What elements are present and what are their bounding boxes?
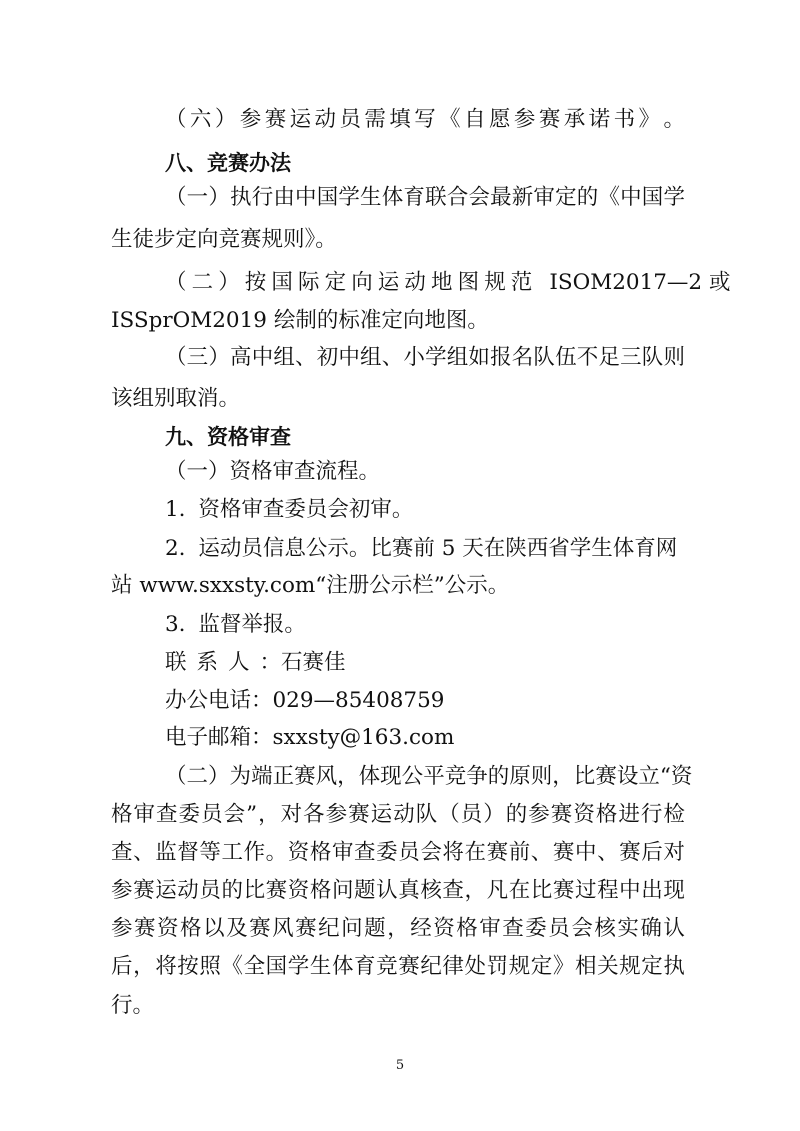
- glyph: 赛: [552, 840, 575, 865]
- glyph: 格: [180, 916, 202, 941]
- glyph: 员: [339, 107, 361, 132]
- glyph: 初: [316, 345, 339, 370]
- glyph: 组: [273, 345, 295, 370]
- glyph: 六: [189, 107, 212, 132]
- glyph: 以: [203, 916, 225, 941]
- glyph: 联: [425, 185, 447, 210]
- glyph: 小: [403, 345, 425, 370]
- glyph: 的: [505, 802, 528, 827]
- glyph: 监: [155, 840, 177, 865]
- line-11: 1. 资格审查委员会初审。: [165, 497, 414, 522]
- glyph: 组: [446, 345, 469, 370]
- glyph: 委: [525, 916, 547, 941]
- glyph: 体: [381, 185, 404, 210]
- glyph: 中: [620, 185, 642, 210]
- glyph: 题: [354, 878, 376, 903]
- glyph: ）: [214, 107, 237, 132]
- glyph: 生: [309, 954, 332, 979]
- glyph: 罚: [486, 954, 509, 979]
- glyph: ）: [208, 764, 230, 789]
- glyph: 竞: [444, 764, 467, 789]
- glyph: 参: [111, 916, 133, 941]
- glyph: 国: [641, 185, 664, 210]
- glyph: （: [165, 185, 187, 210]
- glyph: 工: [221, 840, 243, 865]
- glyph: 进: [618, 802, 640, 827]
- glyph: 审: [533, 185, 555, 210]
- email: 电子邮箱：sxxsty@163.com: [165, 725, 455, 750]
- glyph: 赛: [550, 802, 573, 827]
- glyph: 定: [530, 954, 553, 979]
- glyph: 中: [251, 345, 274, 370]
- glyph: 风: [272, 916, 294, 941]
- glyph: 书: [613, 107, 636, 132]
- glyph: 格: [309, 840, 332, 865]
- glyph: 三: [186, 345, 209, 370]
- line-20: [111, 838, 685, 868]
- glyph: 如: [468, 345, 490, 370]
- glyph: 由: [273, 185, 295, 210]
- glyph: 国: [265, 954, 288, 979]
- glyph: 员: [548, 916, 570, 941]
- glyph: 报: [490, 345, 512, 370]
- glyph: 纪: [420, 954, 442, 979]
- glyph: 审: [133, 802, 156, 827]
- glyph: 育: [403, 185, 425, 210]
- glyph: 查: [111, 840, 133, 865]
- glyph: 公: [401, 764, 424, 789]
- glyph: 过: [574, 878, 597, 903]
- glyph: 运: [370, 802, 393, 827]
- glyph: （: [438, 802, 460, 827]
- section-heading-9: 九、资格审查: [165, 425, 291, 449]
- glyph: 现: [663, 878, 685, 903]
- line-21: [111, 876, 685, 906]
- glyph: 赛: [295, 916, 317, 941]
- glyph: 设: [616, 764, 639, 789]
- glyph: 赛: [134, 916, 156, 941]
- glyph: 参: [239, 107, 262, 132]
- glyph: 参: [513, 107, 536, 132]
- glyph: 后: [641, 840, 663, 865]
- glyph: 高: [230, 345, 252, 370]
- glyph: 、: [597, 840, 619, 865]
- glyph: 凡: [486, 878, 509, 903]
- glyph: 动: [314, 107, 337, 132]
- glyph: ）: [483, 802, 505, 827]
- glyph: 队: [641, 345, 664, 370]
- glyph: 认: [663, 916, 685, 941]
- glyph: 》: [552, 954, 575, 979]
- glyph: 定: [641, 954, 663, 979]
- glyph: 承: [563, 107, 586, 132]
- glyph: 核: [594, 916, 616, 941]
- glyph: 平: [423, 764, 445, 789]
- glyph: 员: [398, 840, 420, 865]
- glyph: 为: [229, 764, 252, 789]
- glyph: 育: [354, 954, 376, 979]
- glyph: 、: [381, 345, 404, 370]
- glyph: 正: [272, 764, 295, 789]
- glyph: 合: [446, 185, 469, 210]
- glyph: 的: [576, 185, 599, 210]
- glyph: 格: [111, 802, 133, 827]
- glyph: 端: [251, 764, 273, 789]
- office-phone: 办公电话：029—85408759: [165, 688, 445, 713]
- glyph: 比: [243, 878, 266, 903]
- glyph: ，: [337, 764, 359, 789]
- glyph: 查: [156, 802, 178, 827]
- glyph: 赛: [552, 878, 575, 903]
- glyph: 资: [670, 764, 693, 789]
- glyph: 《: [221, 954, 243, 979]
- glyph: 将: [442, 840, 464, 865]
- glyph: 行: [640, 802, 663, 827]
- glyph: 争: [466, 764, 488, 789]
- glyph: 生: [360, 185, 382, 210]
- glyph: 。: [265, 840, 288, 865]
- glyph: ，: [387, 916, 409, 941]
- glyph: 定: [555, 185, 577, 210]
- glyph: 律: [442, 954, 464, 979]
- glyph: 《: [439, 107, 461, 132]
- glyph: 关: [597, 954, 619, 979]
- glyph: 学: [287, 954, 310, 979]
- glyph: 学: [425, 345, 447, 370]
- glyph: 学: [338, 185, 360, 210]
- glyph: 处: [464, 954, 487, 979]
- glyph: 队: [533, 345, 555, 370]
- glyph: 诺: [588, 107, 611, 132]
- glyph: （: [165, 107, 187, 132]
- glyph: 自: [464, 107, 486, 132]
- glyph: 赛: [249, 916, 271, 941]
- glyph: 的: [221, 878, 243, 903]
- glyph: 按: [177, 954, 199, 979]
- glyph: 格: [595, 802, 618, 827]
- line-19: [111, 800, 685, 830]
- glyph: 》: [638, 107, 661, 132]
- glyph: 资: [157, 916, 179, 941]
- glyph: 格: [309, 878, 332, 903]
- glyph: 问: [331, 878, 354, 903]
- glyph: 资: [287, 878, 310, 903]
- line-3: [165, 183, 685, 213]
- glyph: 赛: [265, 878, 288, 903]
- line-6: ISSprOM2019 绘制的标准定向地图。: [111, 308, 489, 333]
- glyph: ，: [464, 878, 487, 903]
- glyph: 运: [155, 878, 177, 903]
- glyph: 经: [410, 916, 432, 941]
- glyph: 参: [528, 802, 550, 827]
- glyph: 三: [620, 345, 642, 370]
- line-7: [165, 343, 685, 373]
- glyph: 对: [663, 840, 685, 865]
- glyph: 及: [226, 916, 248, 941]
- glyph: 风: [315, 764, 338, 789]
- glyph: 赛: [264, 107, 287, 132]
- glyph: 资: [573, 802, 595, 827]
- glyph: 对: [280, 802, 303, 827]
- line-1: [165, 105, 685, 135]
- glyph: 中: [295, 185, 317, 210]
- line-24: 行。: [111, 993, 155, 1018]
- line-14: 3. 监督举报。: [165, 612, 306, 637]
- glyph: 赛: [486, 840, 509, 865]
- glyph: 核: [420, 878, 442, 903]
- glyph: 题: [364, 916, 386, 941]
- glyph: ，: [133, 954, 155, 979]
- glyph: 委: [376, 840, 398, 865]
- glyph: 员: [460, 802, 483, 827]
- glyph: 查: [442, 878, 464, 903]
- line-18: [165, 762, 693, 792]
- glyph: ，: [258, 802, 280, 827]
- glyph: 会: [223, 802, 246, 827]
- glyph: 、: [295, 345, 317, 370]
- glyph: 查: [502, 916, 524, 941]
- glyph: 会: [571, 916, 593, 941]
- glyph: 需: [364, 107, 386, 132]
- glyph: 查: [354, 840, 376, 865]
- glyph: 动: [393, 802, 415, 827]
- glyph: 真: [398, 878, 420, 903]
- glyph: 赛: [348, 802, 370, 827]
- glyph: 动: [177, 878, 199, 903]
- glyph: 一: [186, 185, 209, 210]
- glyph: 会: [468, 185, 490, 210]
- glyph: 伍: [555, 345, 577, 370]
- glyph: 写: [414, 107, 436, 132]
- glyph: 将: [155, 954, 177, 979]
- glyph: 行: [251, 185, 274, 210]
- line-10: （一）资格审查流程。: [165, 459, 381, 484]
- glyph: 。: [663, 107, 685, 132]
- glyph: 比: [530, 878, 553, 903]
- section-heading-8: 八、竞赛办法: [165, 151, 291, 175]
- glyph: 督: [177, 840, 199, 865]
- glyph: 委: [178, 802, 201, 827]
- glyph: 竞: [376, 954, 398, 979]
- glyph: 不: [576, 345, 599, 370]
- line-23: [111, 952, 685, 982]
- glyph: 资: [287, 840, 310, 865]
- glyph: 相: [574, 954, 597, 979]
- glyph: 现: [380, 764, 402, 789]
- glyph: 足: [598, 345, 620, 370]
- glyph: 出: [641, 878, 663, 903]
- glyph: 体: [358, 764, 381, 789]
- glyph: 确: [640, 916, 662, 941]
- glyph: 赛: [538, 107, 561, 132]
- glyph: 检: [663, 802, 685, 827]
- glyph: 作: [243, 840, 266, 865]
- contact-person: 联系人：石赛佳: [165, 650, 346, 675]
- line-8: 该组别取消。: [111, 386, 241, 411]
- glyph: 则: [663, 345, 685, 370]
- glyph: 组: [360, 345, 382, 370]
- glyph: 、: [530, 840, 553, 865]
- glyph: 参: [111, 878, 133, 903]
- glyph: 规: [508, 954, 531, 979]
- glyph: 赛: [294, 764, 316, 789]
- glyph: 资: [433, 916, 455, 941]
- line-13: 站 www.sxxsty.com“注册公示栏”公示。: [111, 573, 510, 598]
- glyph: 实: [617, 916, 639, 941]
- glyph: 队: [415, 802, 438, 827]
- glyph: 填: [389, 107, 411, 132]
- glyph: 执: [663, 954, 685, 979]
- glyph: 后: [111, 954, 133, 979]
- glyph: ”: [246, 802, 258, 827]
- glyph: “: [659, 764, 671, 789]
- glyph: 名: [511, 345, 534, 370]
- page-number: 5: [395, 1058, 405, 1073]
- glyph: 中: [619, 878, 641, 903]
- glyph: 中: [338, 345, 360, 370]
- glyph: ）: [208, 345, 230, 370]
- glyph: ，: [552, 764, 574, 789]
- glyph: 《: [598, 185, 620, 210]
- glyph: ）: [208, 185, 230, 210]
- glyph: 纪: [318, 916, 340, 941]
- glyph: 认: [376, 878, 398, 903]
- glyph: 运: [289, 107, 312, 132]
- glyph: 在: [464, 840, 487, 865]
- glyph: 中: [574, 840, 597, 865]
- glyph: 则: [530, 764, 553, 789]
- glyph: 最: [490, 185, 512, 210]
- glyph: 各: [303, 802, 325, 827]
- glyph: 赛: [595, 764, 617, 789]
- glyph: 、: [133, 840, 155, 865]
- glyph: 等: [199, 840, 221, 865]
- glyph: 原: [509, 764, 531, 789]
- glyph: 立: [638, 764, 660, 789]
- glyph: 学: [663, 185, 685, 210]
- glyph: 执: [230, 185, 252, 210]
- glyph: 规: [619, 954, 641, 979]
- glyph: 国: [316, 185, 339, 210]
- glyph: 审: [479, 916, 501, 941]
- line-5: （二）按国际定向运动地图规范 ISOM2017—2 或: [165, 270, 731, 295]
- glyph: 体: [331, 954, 354, 979]
- glyph: 愿: [488, 107, 511, 132]
- glyph: 会: [420, 840, 442, 865]
- glyph: 全: [243, 954, 266, 979]
- glyph: 程: [597, 878, 619, 903]
- glyph: 参: [325, 802, 348, 827]
- glyph: 在: [508, 878, 531, 903]
- glyph: 前: [508, 840, 531, 865]
- glyph: 赛: [133, 878, 155, 903]
- glyph: 二: [186, 764, 209, 789]
- glyph: 格: [456, 916, 478, 941]
- glyph: 照: [199, 954, 221, 979]
- glyph: 赛: [398, 954, 420, 979]
- glyph: （: [165, 345, 187, 370]
- glyph: 审: [331, 840, 354, 865]
- glyph: 员: [201, 802, 223, 827]
- line-12: 2. 运动员信息公示。比赛前 5 天在陕西省学生体育网: [165, 536, 678, 561]
- glyph: 问: [341, 916, 363, 941]
- glyph: （: [165, 764, 187, 789]
- glyph: 新: [511, 185, 534, 210]
- glyph: 比: [573, 764, 596, 789]
- line-22: [111, 914, 685, 944]
- glyph: 的: [487, 764, 510, 789]
- glyph: 员: [199, 878, 221, 903]
- glyph: 赛: [619, 840, 641, 865]
- line-4: 生徒步定向竞赛规则》。: [111, 227, 337, 252]
